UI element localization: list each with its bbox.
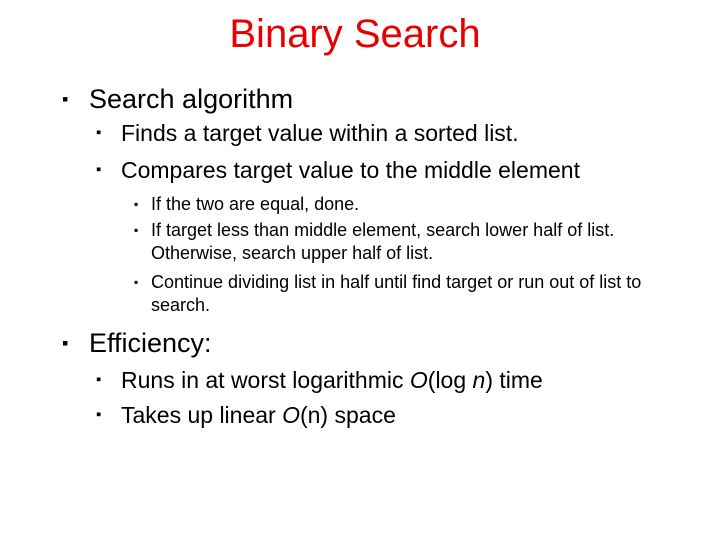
- bullet-text: Takes up linear O(n) space: [121, 402, 396, 428]
- square-bullet-icon: ▪: [62, 89, 69, 109]
- square-bullet-icon: ▪: [96, 124, 102, 141]
- sub-bullet-equal: [134, 193, 359, 216]
- bullet-text: Compares target value to the middle element: [121, 157, 580, 183]
- bullet-text: Finds a target value within a sorted list.: [121, 120, 519, 146]
- bullet-efficiency: [62, 326, 212, 360]
- bullet-text: If target less than middle element, search lower half of list. Otherwise, search upper half of list.: [151, 220, 615, 263]
- bullet-text: Search algorithm: [89, 84, 294, 114]
- sub-bullet-less-than: [134, 219, 671, 265]
- square-bullet-icon: ▪: [96, 406, 102, 423]
- bullet-search-algorithm: [62, 82, 293, 116]
- bullet-text: Continue dividing list in half until find target or run out of list to search.: [151, 272, 642, 315]
- bullet-runs-logarithmic: [96, 365, 543, 395]
- sub-bullet-continue: [134, 271, 671, 317]
- bullet-finds-target: [96, 118, 519, 148]
- slide-title: Binary Search: [229, 12, 481, 56]
- square-bullet-icon: ▪: [62, 333, 69, 353]
- bullet-text: Runs in at worst logarithmic O(log n) time: [121, 367, 543, 393]
- bullet-text: Efficiency:: [89, 328, 212, 358]
- bullet-linear-space: [96, 400, 396, 430]
- square-bullet-icon: ▪: [134, 197, 139, 211]
- bullet-text: If the two are equal, done.: [151, 194, 360, 214]
- square-bullet-icon: ▪: [134, 223, 139, 237]
- square-bullet-icon: ▪: [96, 371, 102, 388]
- square-bullet-icon: ▪: [96, 161, 102, 178]
- bullet-compares-target: [96, 155, 580, 185]
- square-bullet-icon: ▪: [134, 275, 139, 289]
